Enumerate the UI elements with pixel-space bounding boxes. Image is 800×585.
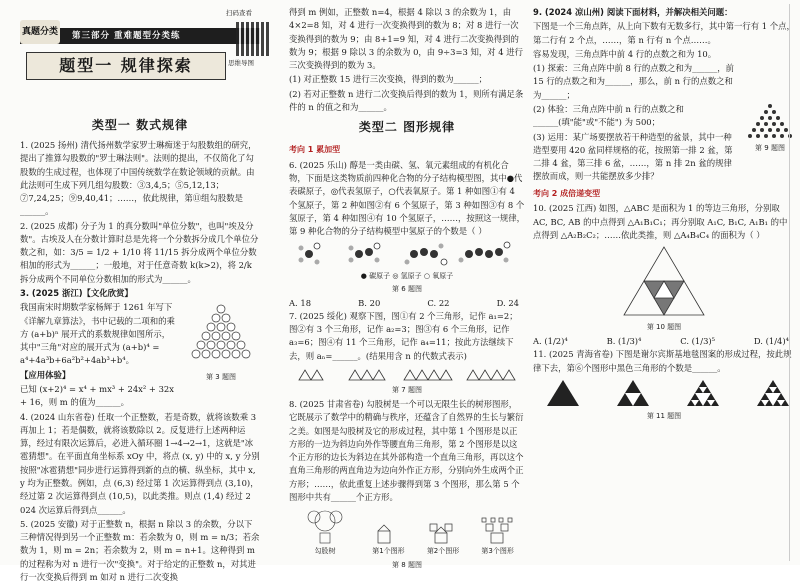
figure-6-caption: 第 6 题图: [392, 284, 422, 293]
figure-8-label-3: 第3个图形: [481, 547, 514, 556]
figure-8-label-2: 第2个图形: [426, 547, 460, 556]
figure-2-square-icon: [427, 519, 455, 545]
question-6: 6. (2025 乐山) 醇是一类由碳、氢、氧元素组成的有机化合物，下面是这类物质前四种化合物的分子结构模型图，其中●代表碳原子，◎代表氢原子，○代表氧原子。第 1 种如图①有 4 个氢原子，第 2 种如图②有 6 个氢原子，第 3 种如图③有 8 个氢原子，第 4 种如图④有 10 个氢原子，……，按照这一规律，第 9 种化合物的分子结构模型中氢原子的个数是（ ）: [289, 159, 526, 237]
question-9-part-1: (1) 探索：三角点阵中前 8 行的点数之和为______，前 15 行的点数之和为______，那么，前 n 行的点数之和为______；: [533, 63, 735, 100]
question-4: 4. (2024 山东省卷) 任取一个正整数，若是奇数，就将该数乘 3 再加上 1；若是偶数，就将该数除以 2。反复进行上述两种运算，经过有限次运算后，必进入循环圈 1→4→2→1，这就是"冰雹猜想"。在平面直角坐标系 xOy 中，将点 (x, y) 中的 x, y 分别按照"冰雹猜想"同步进行运算得到新的点的横、纵坐标，其中 x, y 均为正整数。例如，点 (6,3) 经过第 1 次运算得到点 (3,10)，经过第 2 次运算得到点 (10,5)，以此类推。则点 (1,4) 经过 2 024 次运算后得到点______。: [20, 411, 260, 515]
pascal-triangle-icon: [182, 301, 260, 371]
option-a[interactable]: A. (1/2)⁴: [533, 336, 568, 347]
section-label: 第三部分 重难题型分类练: [72, 31, 181, 41]
pythagoras-tree-figure: [289, 505, 525, 559]
question-7: 7. (2025 绥化) 观察下图，图①有 2 个三角形，记作 a₁=2；图②有 3 个三角形，记作 a₂=3；图③有 6 个三角形，记作 a₃=6；图④有 11 个三角形，记作 a₄=11；按此方法继续下去，则 aₙ=______。(结果用含 n 的代数式表示): [289, 310, 518, 361]
figure-9-caption: 第 9 题图: [755, 144, 785, 153]
question-9-head: 9. (2024 凉山州) 阅读下面材料，并解决相关问题：: [533, 7, 733, 17]
question-5-part-2: (2) 若对正整数 n 进行二次变换后得到的数为 1，则所有满足条件的 n 的值之和为______。: [289, 88, 524, 112]
question-3-text: 我国南宋时期数学家杨辉于 1261 年写下《详解九章算法》，书中记载的二项和的乘方 (a+b)ⁿ 展开式的系数规律如图所示，其中"三角"对应的展开式为 (a+b)⁴ = a⁴+4a³b+6a²b²+4ab³+b⁴。: [20, 302, 175, 366]
figure-8-caption: 第 8 题图: [392, 561, 422, 570]
qr-caption-bottom: 思维导图: [228, 59, 254, 67]
option-d[interactable]: D. 24: [496, 297, 519, 308]
question-9-part-3: (3) 运用：某广场要摆放若干种造型的盆景，其中一种造型要用 420 盆同样规格的花，按照第一排 2 盆，第二排 4 盆，第三排 6 盆，……，第 n 排 2n 盆的规律摆放而成，则一共能摆放多少排？: [533, 131, 733, 182]
column-right-body: [533, 6, 795, 424]
question-9-a: 下图是一个三角点阵，从上向下数有无数多行，其中第一行有 1 个点，第二行有 2 个点，……，第 n 行有 n 个点……。: [533, 21, 795, 45]
option-b[interactable]: B. 20: [358, 297, 381, 308]
option-c[interactable]: C. (1/3)⁵: [680, 336, 716, 347]
question-5: 5. (2025 安徽) 对于正整数 n，根据 n 除以 3 的余数，分以下三种情况得到另一个正整数 m：若余数为 0，则 m = n/3；若余数为 1，则 m = 2n；若余数为 2，则 m = n+1。这种得到 m 的过程称为对 n 进行一次"变换"。对于给定的正整数 n，对其进行一次变换后得到 m 如对 n 进行二次变换: [20, 518, 260, 582]
dot-triangle-icon: [745, 102, 795, 142]
question-5-part-1: (1) 对正整数 15 进行三次变换，得到的数为______；: [289, 74, 488, 85]
direction-1-label: 考向 1 累加型: [289, 145, 341, 155]
pascal-triangle-figure: [182, 301, 260, 410]
page-title: 题型一 规律探索: [26, 52, 226, 80]
figure-8-label-tree: 勾股树: [314, 547, 336, 556]
nested-triangle-figure-icon: [533, 243, 795, 321]
question-1: 1. (2025 扬州) 清代扬州数学家罗士琳痴迷于勾股数组的研究，提出了推算勾股数的"罗士琳法则"。法则的提出，不仅简化了勾股数的生成过程，也体现了中国传统数学在数论领域的贡献。由此法则可生成下列几组勾股数：③3,4,5；⑤5,12,13；⑦7,24,25；⑨9,40,41；……，依此规律，第⑪组勾股数是______。: [20, 139, 257, 217]
option-b[interactable]: B. (1/3)⁴: [606, 336, 642, 347]
sierpinski-figure-icon: [533, 376, 795, 410]
triangles-figure-icon: [289, 364, 519, 384]
option-c[interactable]: C. 22: [427, 297, 450, 308]
qr-caption-top: 扫码查看: [226, 9, 252, 17]
question-5-continued: 得到 m 例如，正整数 n=4，根据 4 除以 3 的余数为 1，由 4×2=8 知，对 4 进行一次变换得到的数为 8；对 8 进行一次变换得到的数为 9；由 8+1=9 知，对 4 进行二次变换得到的数为 9；根据 9 除以 3 的余数为 0，由 9÷3=3 知，对 4 进行三次变换得到的数为 3。: [289, 7, 524, 71]
brand-logo: 真题分类: [20, 20, 60, 44]
option-d[interactable]: D. (1/4)⁴: [753, 336, 789, 347]
option-a[interactable]: A. 18: [289, 297, 312, 308]
column-left-body: [20, 112, 260, 585]
question-3-app-head: 【应用体验】: [20, 369, 71, 380]
section-header-bar: [20, 28, 260, 44]
dot-triangle-figure: [745, 62, 795, 185]
figure-8-label-1: 第1个图形: [372, 547, 405, 556]
question-6-options: [289, 297, 525, 310]
page-edge: [789, 4, 796, 561]
direction-2-label: 考向 2 成倍递变型: [533, 188, 601, 198]
question-10-options: [533, 335, 795, 348]
question-10: 10. (2025 江西) 如图，△ABC 是面积为 1 的等边三角形，分别取 AC, BC, AB 的中点得到 △A₁B₁C₁；再分别取 A₁C, B₁C, A₁B₁ 的中点得到 △A₂B₂C₂；……依此类推，则 △A₄B₄C₄ 的面积为（ ）: [533, 203, 788, 240]
question-9-b: 容易发现，三角点阵中前 4 行的点数之和为 10。: [533, 48, 717, 59]
question-8: 8. (2025 甘肃省卷) 勾股树是一个可以无限生长的树形图形，它既展示了数学中的精确与秩序，还蕴含了自然界的生长与繁衍之美。如图是勾股树及它的形成过程，其中第 1 个图形是以正方形的一边为斜边向外作等腰直角三角形，第 2 个图形是以这个正方形的边长为斜边在其外部构造一个直角三角形，再以这个直角三角形的两直角边为边向外作正方形，分别向外生成两个正方形；……，依此重复上述步骤得到第 3 个图形，那么第 5 个图形中共有______个正方形。: [289, 399, 524, 503]
molecule-figure-icon: [289, 240, 519, 270]
figure-10-caption: 第 10 题图: [646, 323, 682, 332]
question-11: 11. (2025 青海省卷) 下图是谢尔宾斯基地毯图案的形成过程，按此规律下去，第⑥个图形中黑色三角形的个数是______。: [533, 349, 792, 373]
figure-1-square-icon: [372, 521, 396, 545]
type-heading-1: 类型一 数式规律: [91, 118, 189, 132]
molecule-legend: ● 碳原子 ◎ 氢原子 ○ 氧原子: [360, 271, 454, 280]
column-middle-body: [289, 6, 525, 573]
qr-code-icon[interactable]: [236, 22, 270, 56]
figure-3-caption: 第 3 题图: [206, 373, 236, 382]
question-3-head: 3. (2025 浙江)【文化欣赏】: [20, 288, 133, 299]
figure-11-caption: 第 11 题图: [646, 412, 682, 421]
type-heading-2: 类型二 图形规律: [358, 120, 456, 135]
question-3-app: 已知 (x+2)⁴ = x⁴ + mx³ + 24x² + 32x + 16，则 m 的值为______。: [20, 384, 174, 408]
question-9-part-2: (2) 体验：三角点阵中前 n 行的点数之和______(填"能"或"不能") 为 500；: [533, 103, 684, 128]
figure-3-square-icon: [481, 517, 513, 545]
figure-7-caption: 第 7 题图: [392, 386, 422, 395]
pythagoras-tree-icon: [300, 505, 350, 545]
question-2: 2. (2025 成都) 分子为 1 的真分数叫"单位分数"，也叫"埃及分数"。古埃及人在分数计算时总是先将一个分数拆分成几个单位分数之和，如：3/5 = 1/2 + 1/10 将 11/15 拆分成两个单位分数相加的形式为______；一般地，对于任意奇数 k(k>2)，将 2/k 拆分成两个不同单位分数相加的形式为______。: [20, 220, 259, 284]
